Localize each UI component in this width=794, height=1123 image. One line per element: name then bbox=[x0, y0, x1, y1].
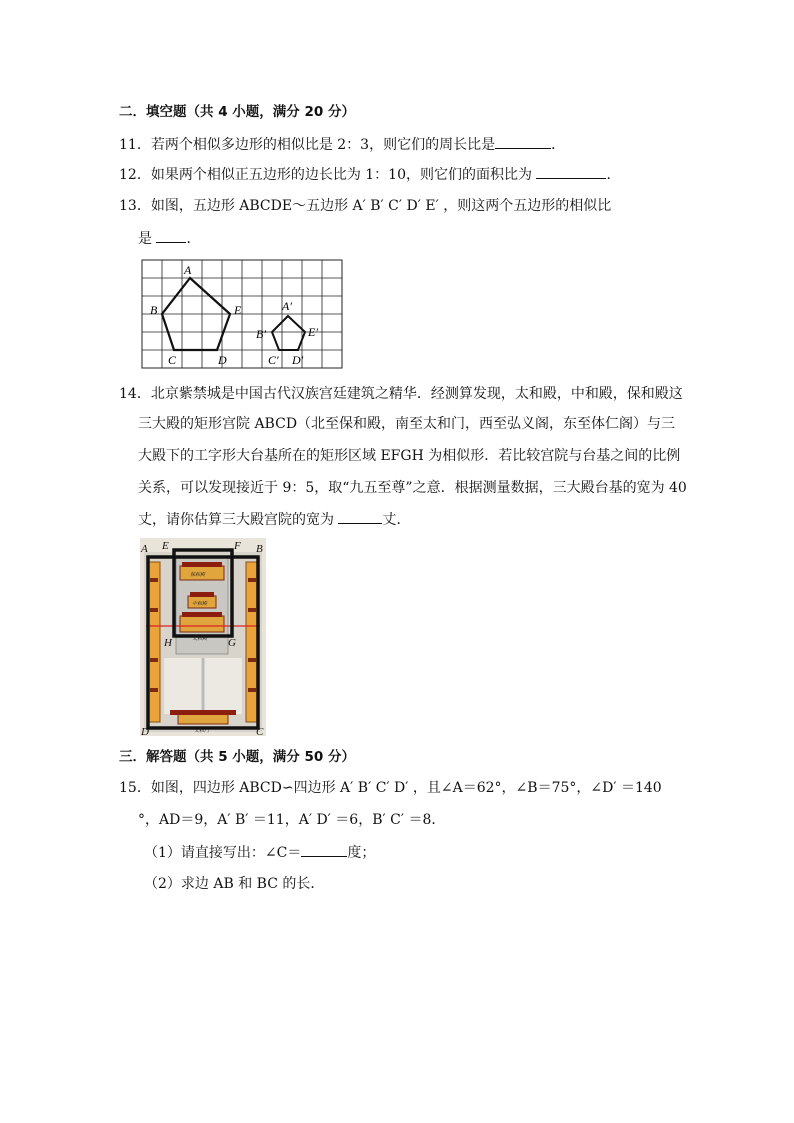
label-C-prime: C′ bbox=[268, 353, 279, 367]
label-A: A bbox=[184, 263, 192, 277]
question-15-part1 bbox=[144, 842, 375, 863]
label-D: D bbox=[141, 726, 149, 736]
question-13-text2: 是 bbox=[138, 231, 157, 247]
question-11 bbox=[119, 134, 565, 155]
gate-taihemen bbox=[178, 714, 228, 724]
label-B-prime: B′ bbox=[256, 327, 266, 341]
question-15-line2: °，AD＝9，A′ B′ ＝11，A′ D′ ＝6，B′ C′ ＝8． bbox=[138, 812, 446, 828]
label-A: A bbox=[141, 543, 148, 555]
hall-zhonghe-label: 中和殿 bbox=[192, 602, 208, 607]
west-wing bbox=[148, 562, 160, 722]
question-11-text: 11．若两个相似多边形的相似比是 2：3，则它们的周长比是 bbox=[119, 137, 496, 153]
label-H: H bbox=[164, 637, 172, 649]
question-13-line2 bbox=[138, 228, 200, 249]
label-D: D bbox=[218, 353, 227, 367]
question-15-part1-end: 度； bbox=[347, 845, 376, 861]
question-12 bbox=[119, 164, 620, 185]
question-14-end: 丈． bbox=[382, 512, 411, 528]
answer-blank-12[interactable] bbox=[536, 164, 606, 179]
question-11-end: ． bbox=[551, 137, 566, 153]
answer-blank-11[interactable] bbox=[495, 134, 551, 149]
label-E: E bbox=[162, 540, 169, 552]
label-C: C bbox=[256, 726, 264, 736]
answer-blank-15[interactable] bbox=[301, 842, 347, 857]
answer-blank-14[interactable] bbox=[338, 509, 382, 524]
question-13 bbox=[119, 196, 611, 216]
question-14-text5: 丈，请你估算三大殿宫院的宽为 bbox=[138, 512, 339, 528]
question-15-part1-text: （1）请直接写出：∠C＝ bbox=[144, 845, 302, 861]
question-14-line2: 三大殿的矩形宫院 ABCD（北至保和殿，南至太和门，西至弘义阁，东至体仁阁）与三 bbox=[138, 416, 676, 432]
east-wing bbox=[246, 562, 258, 722]
label-C: C bbox=[168, 353, 177, 367]
label-G: G bbox=[228, 637, 236, 649]
question-12-end: ． bbox=[606, 167, 621, 183]
question-14-line5 bbox=[138, 509, 410, 530]
question-14-line4: 关系，可以发现接近于 9：5，取“九五至尊”之意．根据测量数据，三大殿台基的宽为 40 bbox=[138, 480, 687, 496]
forbidden-city-figure bbox=[140, 538, 266, 736]
label-B: B bbox=[256, 543, 263, 555]
gate-taihemen-label: 太和门 bbox=[194, 729, 210, 734]
label-B: B bbox=[150, 303, 158, 317]
section-3-heading: 三．解答题（共 5 小题，满分 50 分） bbox=[119, 749, 355, 765]
question-15-part2: （2）求边 AB 和 BC 的长． bbox=[144, 876, 325, 892]
question-15-line1: 15．如图，四边形 ABCD∽四边形 A′ B′ C′ D′ ，且∠A＝62°，∠B＝75°，∠D′ ＝140 bbox=[119, 780, 662, 796]
label-E: E bbox=[234, 303, 242, 317]
question-14-line1: 14．北京紫禁城是中国古代汉族宫廷建筑之精华．经测算发现，太和殿，中和殿，保和殿这 bbox=[119, 386, 683, 402]
pentagon-small bbox=[272, 316, 305, 350]
hall-baohe-label: 保和殿 bbox=[190, 573, 206, 578]
label-E-prime: E′ bbox=[308, 325, 318, 339]
question-13-text: 13．如图，五边形 ABCDE～五边形 A′ B′ C′ D′ E′ ，则这两个五边形的相似比 bbox=[119, 198, 612, 214]
label-D-prime: D′ bbox=[292, 353, 304, 367]
question-12-text: 12．如果两个相似正五边形的边长比为 1：10，则它们的面积比为 bbox=[119, 167, 537, 183]
section-2-heading: 二．填空题（共 4 小题，满分 20 分） bbox=[119, 104, 355, 120]
question-13-end: ． bbox=[186, 231, 201, 247]
question-14-line3: 大殿下的工字形大台基所在的矩形区域 EFGH 为相似形．若比较宫院与台基之间的比例 bbox=[138, 448, 681, 464]
pentagon-grid-figure bbox=[140, 258, 344, 370]
label-A-prime: A′ bbox=[282, 299, 292, 313]
label-F: F bbox=[234, 540, 241, 552]
answer-blank-13[interactable] bbox=[156, 228, 186, 243]
hall-taihe-label: 太和殿 bbox=[192, 637, 208, 642]
hall-taihe bbox=[180, 616, 224, 632]
